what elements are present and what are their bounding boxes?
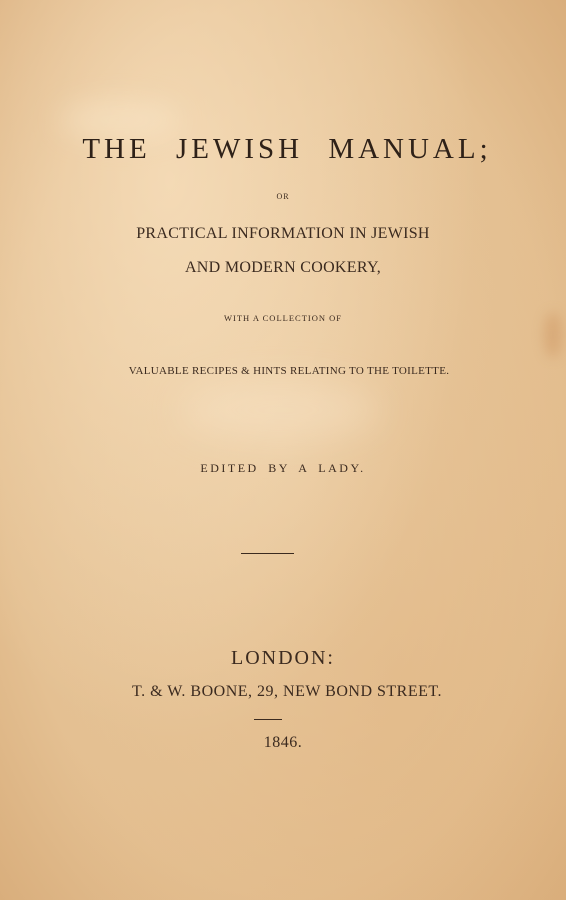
short-divider-rule — [254, 719, 282, 720]
editor-line: EDITED BY A LADY. — [200, 461, 366, 475]
with-collection-line: WITH A COLLECTION OF — [224, 313, 342, 323]
imprint-year: 1846. — [263, 734, 303, 751]
imprint-place: LONDON: — [231, 647, 335, 669]
subtitle-line-1: PRACTICAL INFORMATION IN JEWISH — [136, 225, 430, 242]
or-connector: OR — [276, 192, 290, 201]
valuable-recipes-line: VALUABLE RECIPES & HINTS RELATING TO THE TOILETTE. — [128, 365, 450, 377]
book-title: THE JEWISH MANUAL; — [82, 133, 492, 165]
divider-rule — [241, 553, 294, 554]
subtitle-line-2: AND MODERN COOKERY, — [184, 259, 382, 276]
paper-stain — [180, 380, 380, 440]
imprint-publisher: T. & W. BOONE, 29, NEW BOND STREET. — [132, 683, 442, 700]
